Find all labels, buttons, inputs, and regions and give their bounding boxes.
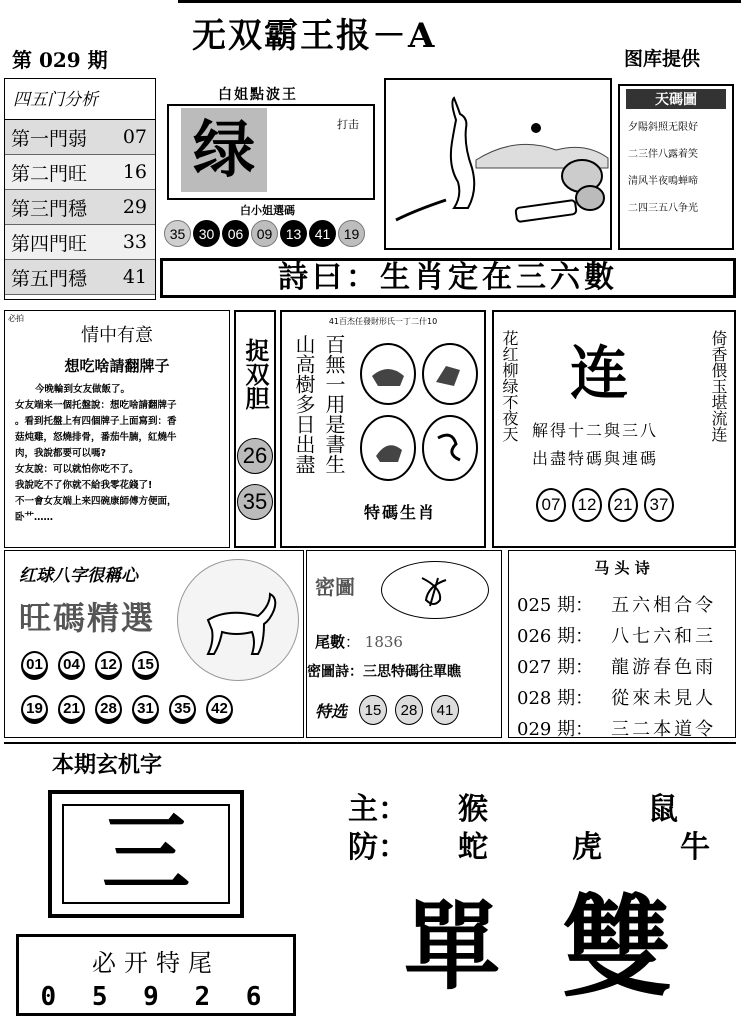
must-tail-digits: 0 5 9 2 6 bbox=[40, 982, 272, 1012]
special-ball: 41 bbox=[431, 695, 459, 725]
secret-tail-value: 1836 bbox=[364, 633, 403, 651]
secret-poem-label: 密圖詩 bbox=[307, 664, 349, 680]
special-ball: 28 bbox=[395, 695, 423, 725]
issue-number: 第 029 期 bbox=[12, 48, 108, 72]
door-analysis-heading: 四五门分析 bbox=[13, 90, 98, 110]
wave-color-box bbox=[167, 104, 375, 200]
zodiac-panel bbox=[280, 310, 486, 548]
zodiac-label: 特碼生肖 bbox=[364, 503, 437, 522]
door-rows bbox=[5, 119, 155, 295]
must-tail-box bbox=[16, 934, 296, 1016]
kangaroo-picture bbox=[384, 78, 612, 250]
mystery-heading: 本期玄机字 bbox=[52, 753, 163, 778]
wave-heading: 白姐點波王 bbox=[218, 87, 298, 103]
poem-banner-text: 詩曰：生肖定在三六數 bbox=[278, 260, 618, 295]
wave-ball: 13 bbox=[280, 220, 307, 247]
main-zodiac: 猴 bbox=[458, 792, 488, 827]
wave-ball: 19 bbox=[338, 220, 365, 247]
big-even-char: 雙 bbox=[562, 884, 672, 1012]
horse-poem-heading: 马 头 诗 bbox=[594, 559, 650, 577]
door-row: 第二門旺 16 bbox=[5, 155, 155, 190]
red-ball-panel bbox=[4, 550, 304, 738]
side-tip-line: 清风半夜鳴蝉啼 bbox=[628, 176, 698, 187]
side-tips-heading: 天碼圖 bbox=[626, 89, 726, 109]
mystery-divider bbox=[4, 742, 736, 744]
lian-line2: 出盡特碼與連碼 bbox=[532, 449, 659, 468]
side-tip-line: 二三伴八露着笑 bbox=[628, 149, 698, 160]
mystery-char-box bbox=[48, 790, 244, 918]
lian-panel bbox=[492, 310, 736, 548]
top-border bbox=[178, 0, 741, 3]
provider-label: 图库提供 bbox=[624, 48, 701, 70]
lian-line1: 解得十二與三八 bbox=[532, 421, 659, 440]
guard-zodiac: 虎 bbox=[572, 830, 602, 865]
guard-label: 防： bbox=[348, 830, 408, 865]
horse-poem-row: 026 期： 八七六和三 bbox=[517, 625, 717, 647]
door-row: 第四門旺 33 bbox=[5, 225, 155, 260]
lian-right-col: 倚香偎玉堪流连 bbox=[709, 330, 728, 442]
lian-ball: 07 bbox=[536, 488, 566, 522]
pick-ball: 21 bbox=[58, 695, 85, 724]
pick-ball: 31 bbox=[132, 695, 159, 724]
lian-ball: 21 bbox=[608, 488, 638, 522]
wave-strike: 打击 bbox=[337, 118, 359, 131]
love-corner: 必拍 bbox=[8, 314, 24, 323]
door-row: 第一門弱 07 bbox=[5, 120, 155, 155]
wave-color-char: 绿 bbox=[181, 108, 267, 192]
pick-ball: 04 bbox=[58, 651, 85, 680]
horse-poem-row: 027 期： 龍游春色雨 bbox=[517, 656, 717, 678]
secret-special bbox=[315, 695, 459, 725]
pick-ball: 12 bbox=[95, 651, 122, 680]
zodiac-animals bbox=[358, 338, 480, 488]
door-analysis-panel bbox=[4, 78, 156, 300]
side-tip-line: 二四三五八争光 bbox=[628, 203, 698, 214]
side-tips-panel bbox=[618, 84, 734, 250]
dragon-icon bbox=[423, 416, 477, 480]
secret-poem-value: 三思特碼往單瞧 bbox=[363, 664, 461, 680]
pick-ball: 28 bbox=[95, 695, 122, 724]
wave-ball: 41 bbox=[309, 220, 336, 247]
wave-ball: 35 bbox=[164, 220, 191, 247]
wave-sub-heading: 白小姐選碼 bbox=[240, 204, 295, 217]
pick-ball: 15 bbox=[132, 651, 159, 680]
horse-poem-row: 029 期： 三二本道令 bbox=[517, 718, 717, 740]
zodiac-poem-col2: 百無一用是書生 bbox=[322, 334, 346, 474]
door-row: 第五門穩 41 bbox=[5, 260, 155, 295]
wave-ball: 30 bbox=[193, 220, 220, 247]
wave-ball: 06 bbox=[222, 220, 249, 247]
lian-balls bbox=[536, 488, 674, 522]
love-title: 情中有意 bbox=[81, 325, 153, 346]
red-ball-title: 旺碼精選 bbox=[19, 599, 156, 637]
wave-balls bbox=[164, 220, 365, 247]
special-ball: 15 bbox=[359, 695, 387, 725]
secret-panel bbox=[306, 550, 502, 738]
poem-banner bbox=[160, 258, 736, 298]
door-row: 第三門穩 29 bbox=[5, 190, 155, 225]
secret-tail: 尾數： 1836 bbox=[315, 633, 403, 651]
mystery-char: 三 bbox=[101, 801, 190, 905]
horse-poem-row: 025 期： 五六相合令 bbox=[517, 594, 717, 616]
pick-ball: 35 bbox=[169, 695, 196, 724]
red-ball-row1 bbox=[21, 651, 159, 680]
big-odd-char: 單 bbox=[404, 891, 500, 1003]
zodiac-top-line: 41百杰任發財形氏一丁二什10 bbox=[328, 317, 438, 326]
red-ball-heading: 红球八字很稱心 bbox=[19, 566, 138, 586]
secret-special-label: 特选 bbox=[315, 701, 348, 721]
guard-zodiac: 蛇 bbox=[458, 830, 488, 865]
pick-ball: 19 bbox=[21, 695, 48, 724]
main-label: 主： bbox=[348, 792, 408, 827]
zodiac-poem-col1: 山高樹多日出盡 bbox=[292, 334, 316, 474]
guard-zodiac: 牛 bbox=[680, 830, 710, 865]
love-body: 今晚輪到女友做飯了。 女友端来一個托盤說：想吃啥請翻牌子 。看到托盤上有四個牌子上面寫到：香 菇炖雞，怒燒排骨，番茄牛腩，紅燒牛 肉，我說都要可以嗎? 女友說：可以就怕你吃不了。 我說吃不了你就不給我零花錢了! 不一會女友端上来四碗康師傅方便面， 卧艹…… bbox=[15, 384, 177, 523]
love-subtitle: 想吃啥請翻牌子 bbox=[64, 357, 170, 375]
lian-left-col: 花红柳绿不夜天 bbox=[500, 330, 519, 442]
paper-title: 无双霸王报－A bbox=[192, 16, 437, 56]
wave-ball: 09 bbox=[251, 220, 278, 247]
main-zodiac: 鼠 bbox=[648, 792, 678, 827]
lian-big-char: 连 bbox=[570, 339, 629, 407]
catch-heading: 捉双胆 bbox=[241, 338, 270, 410]
horse-poem-row: 028 期： 從來未見人 bbox=[517, 687, 717, 709]
pick-ball: 42 bbox=[206, 695, 233, 724]
must-tail-heading: 必开特尾 bbox=[92, 949, 220, 977]
secret-heading: 密圖 bbox=[315, 575, 355, 599]
horse-poem-panel bbox=[508, 550, 736, 738]
secret-tail-label: 尾數 bbox=[315, 633, 346, 651]
guard-forecast bbox=[348, 822, 710, 866]
catch-ball: 26 bbox=[237, 438, 273, 474]
side-tip-line: 夕陽斜照无限好 bbox=[628, 122, 698, 133]
goat-picture bbox=[177, 559, 299, 681]
catch-ball: 35 bbox=[237, 484, 273, 520]
pick-ball: 01 bbox=[21, 651, 48, 680]
lian-ball: 12 bbox=[572, 488, 602, 522]
lian-ball: 37 bbox=[644, 488, 674, 522]
secret-picture bbox=[381, 561, 489, 619]
catch-double-panel bbox=[234, 310, 276, 548]
red-ball-row2 bbox=[21, 695, 233, 724]
love-story-panel bbox=[4, 310, 230, 548]
secret-poem: 密圖詩：三思特碼往單瞧 bbox=[307, 664, 461, 680]
